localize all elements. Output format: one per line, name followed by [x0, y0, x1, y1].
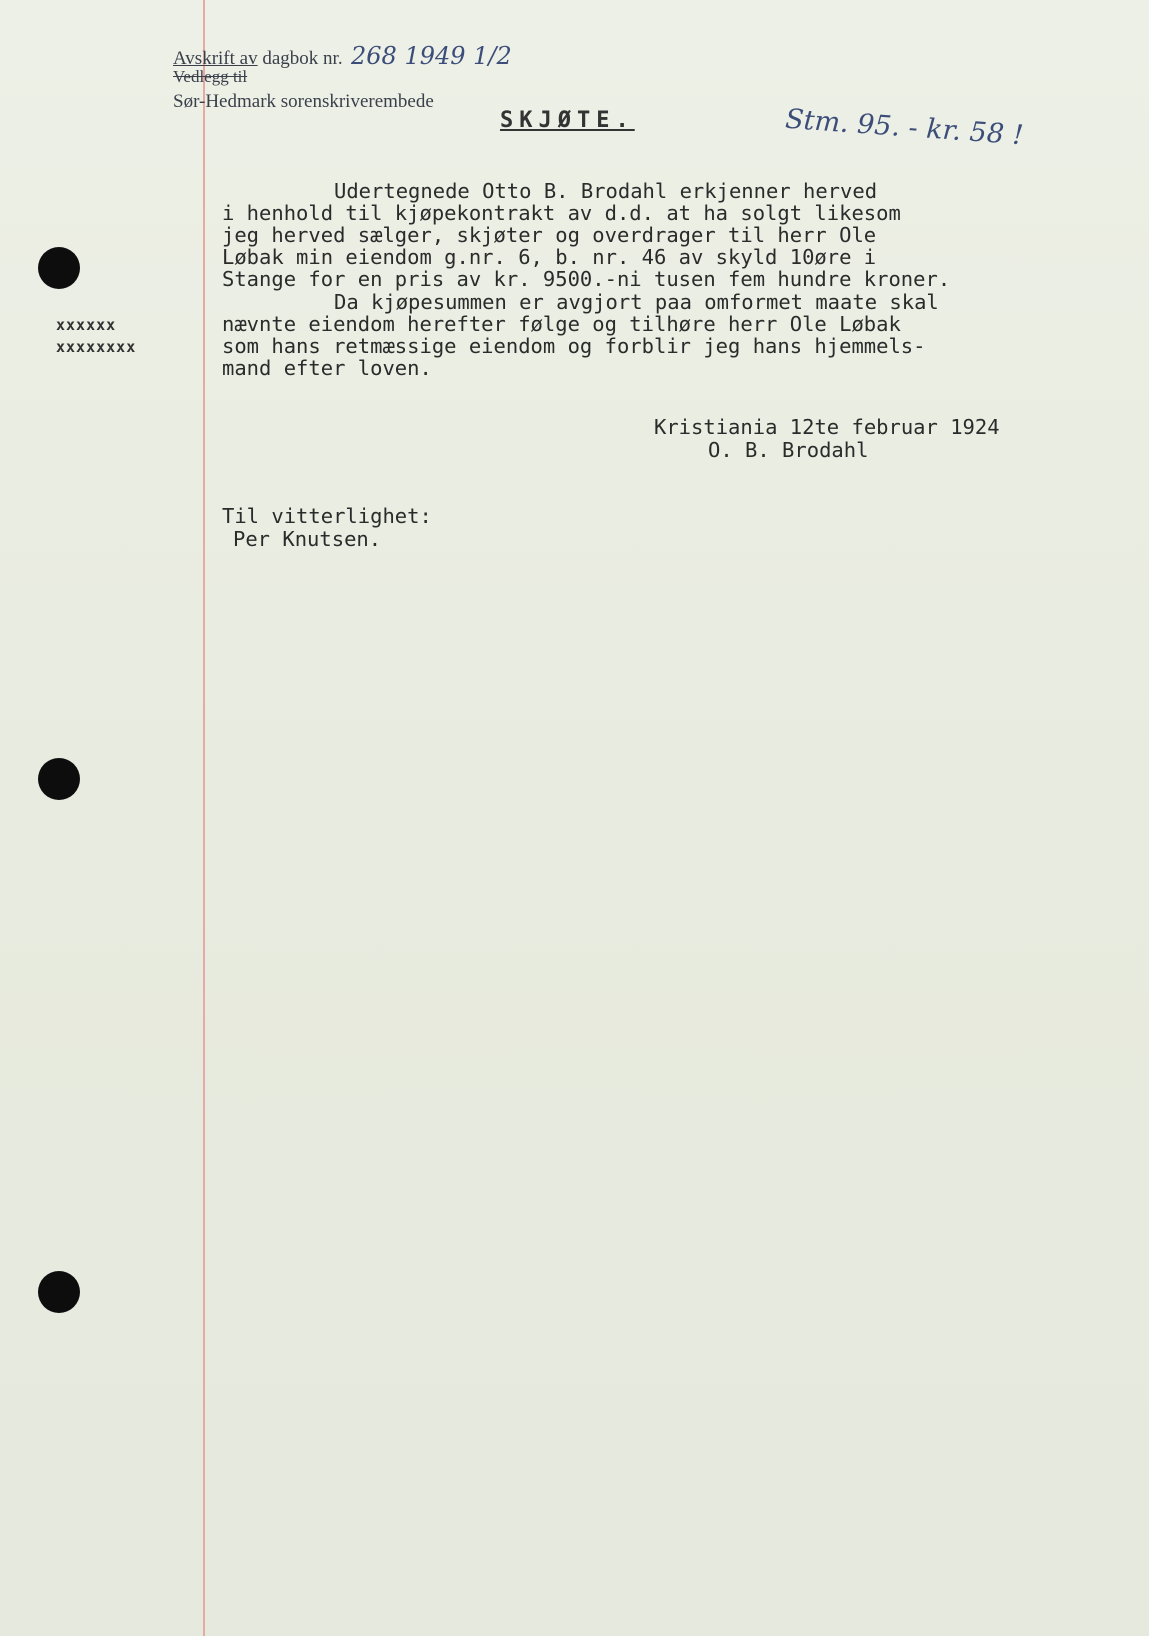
signature: O. B. Brodahl	[708, 438, 869, 462]
witness-name: Per Knutsen.	[233, 527, 382, 551]
body-line-4: Løbak min eiendom g.nr. 6, b. nr. 46 av skyld 10øre i	[222, 245, 877, 269]
witness-label: Til vitterlighet:	[222, 504, 432, 528]
body-line-1: Udertegnede Otto B. Brodahl erkjenner herved	[334, 179, 878, 203]
body-line-2: i henhold til kjøpekontrakt av d.d. at ha solgt likesom	[222, 201, 901, 225]
margin-note-struck-2: xxxxxxxx	[56, 338, 137, 356]
stamp-avskrift-text: Avskrift av	[173, 48, 258, 69]
body-line-3: jeg herved sælger, skjøter og overdrager til herr Ole	[222, 223, 877, 247]
punch-hole-top	[38, 247, 80, 289]
handwritten-dagbok-number: 268 1949 1/2	[351, 42, 512, 70]
stamp-line-vedlegg: Vedlegg til	[173, 67, 248, 86]
body-line-9: mand efter loven.	[222, 356, 432, 380]
stamp-line-office: Sør-Hedmark sorenskriverembede	[173, 91, 434, 112]
punch-hole-bottom	[38, 1271, 80, 1313]
document-title: SKJØTE.	[500, 108, 635, 133]
margin-note-struck-1: xxxxxx	[56, 316, 117, 334]
margin-rule	[203, 0, 205, 1636]
stamp-dagbok-text: dagbok nr.	[262, 48, 343, 69]
body-line-7: nævnte eiendom herefter følge og tilhøre herr Ole Løbak	[222, 312, 901, 336]
punch-hole-middle	[38, 758, 80, 800]
body-line-5: Stange for en pris av kr. 9500.-ni tusen fem hundre kroner.	[222, 267, 951, 291]
handwritten-fee-note: Stm. 95. - kr. 58 !	[784, 103, 1025, 152]
body-line-8: som hans retmæssige eiendom og forblir jeg hans hjemmels-	[222, 334, 926, 358]
body-line-6: Da kjøpesummen er avgjort paa omformet maate skal	[334, 290, 939, 314]
place-and-date: Kristiania 12te februar 1924	[654, 415, 1000, 439]
